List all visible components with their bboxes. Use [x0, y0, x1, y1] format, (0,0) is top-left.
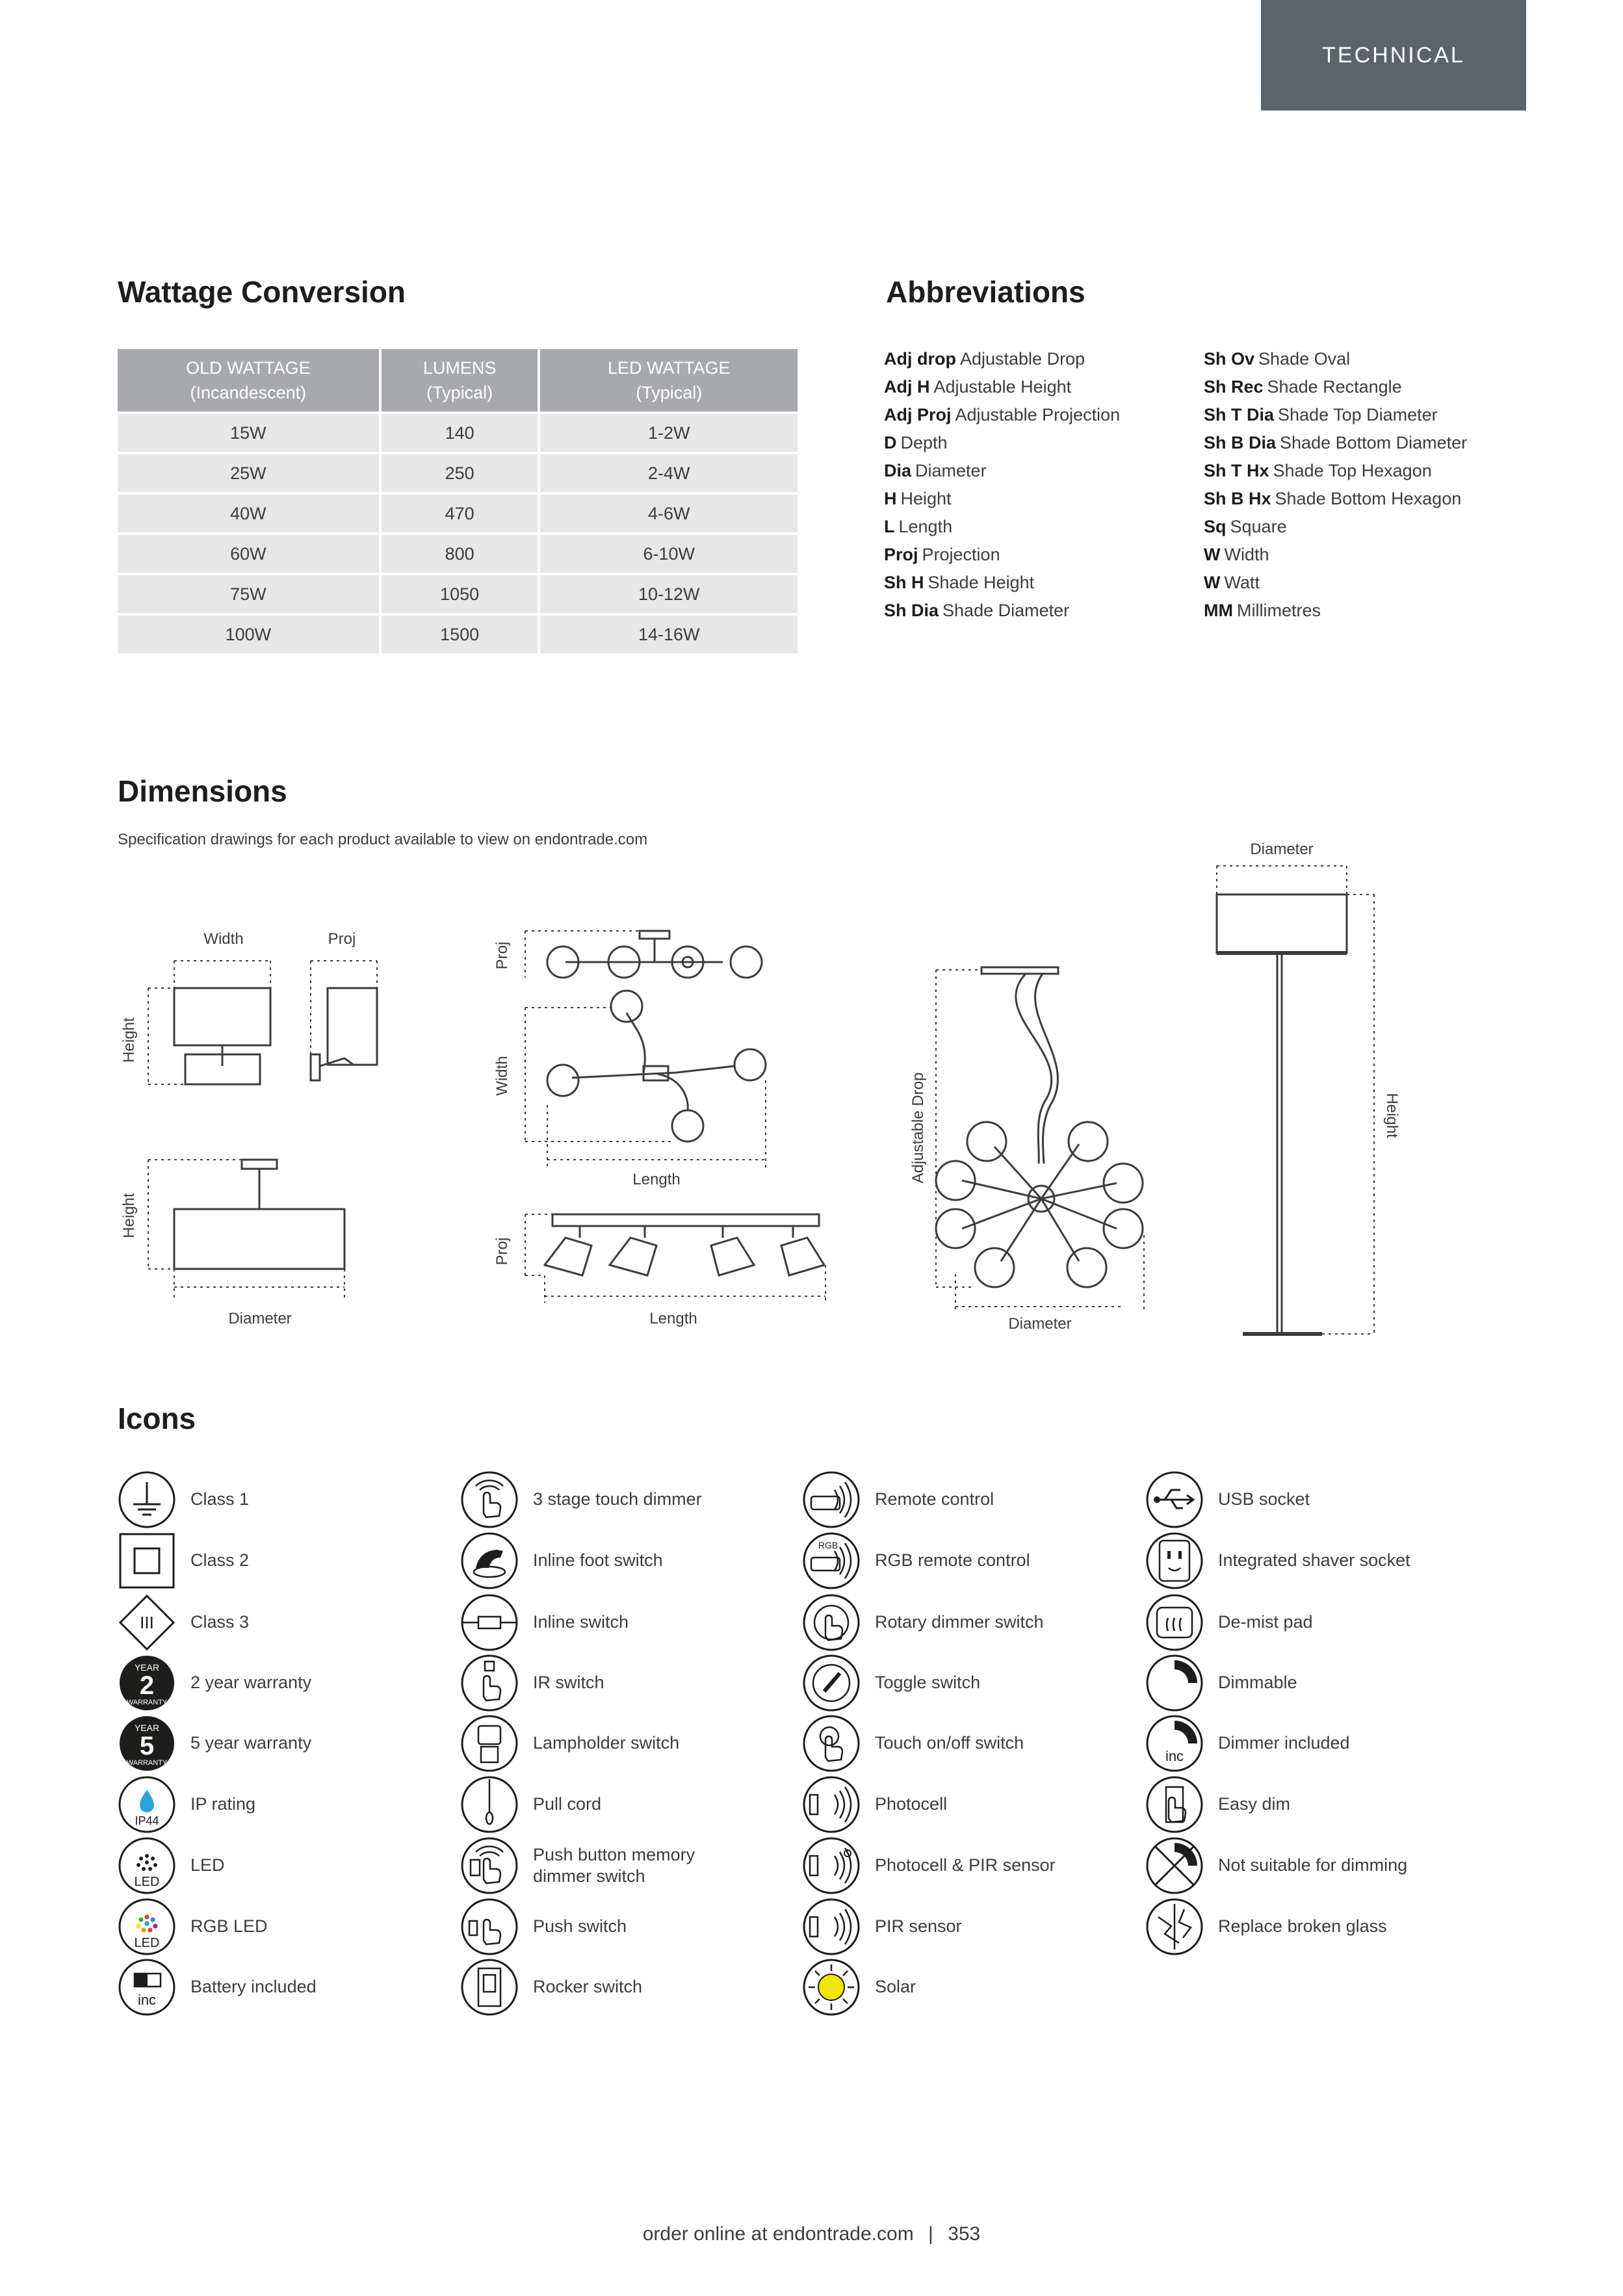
- photocell-icon: [802, 1775, 861, 1834]
- table-cell: 25W: [118, 453, 380, 493]
- label-height: Height: [120, 1193, 138, 1238]
- label-proj: Proj: [328, 930, 356, 948]
- rgb-remote-control-label: RGB remote control: [875, 1550, 1030, 1570]
- table-cell: 60W: [118, 534, 380, 574]
- 2-year-warranty-icon: [118, 1654, 176, 1712]
- linear-globe-drawing: [525, 931, 762, 978]
- push-button-memory-dimmer-switch-label: Push button memory dimmer switch: [533, 1845, 695, 1886]
- class-2-icon: [118, 1532, 176, 1590]
- label-length: Length: [649, 1310, 697, 1327]
- dimmable-icon: [1145, 1654, 1204, 1712]
- pull-cord-icon: [460, 1775, 519, 1834]
- spotlight-bar-drawing: [525, 1214, 825, 1303]
- label-diameter: Diameter: [228, 1310, 292, 1327]
- rgb-led-label: RGB LED: [190, 1916, 268, 1936]
- touch-on-off-switch-label: Touch on/off switch: [875, 1733, 1024, 1753]
- page-footer: order online at endontrade.com | 353: [642, 2223, 981, 2245]
- svg-text:2: 2: [139, 1671, 155, 1700]
- 3-stage-touch-dimmer-label: 3 stage touch dimmer: [533, 1489, 702, 1509]
- not-suitable-for-dimming-icon: [1145, 1836, 1204, 1895]
- abbreviation-meaning: Depth: [900, 433, 948, 452]
- class-1-icon: [118, 1470, 176, 1529]
- table-cell: 2-4W: [539, 453, 798, 493]
- abbreviation-key: Sh B Hx: [1204, 489, 1271, 508]
- dimmer-included-icon: [1145, 1714, 1204, 1773]
- rotary-dimmer-switch-icon: [802, 1593, 861, 1652]
- abbreviation-meaning: Shade Rectangle: [1267, 377, 1402, 397]
- replace-broken-glass-icon: [1145, 1898, 1204, 1956]
- abbreviation-meaning: Millimetres: [1236, 601, 1321, 620]
- abbreviation-key: Proj: [884, 545, 918, 564]
- pull-cord-label: Pull cord: [533, 1794, 602, 1814]
- abbreviation-meaning: Projection: [922, 545, 1000, 564]
- usb-socket-label: USB socket: [1218, 1489, 1310, 1509]
- inline-foot-switch-label: Inline foot switch: [533, 1550, 663, 1570]
- label-diameter: Diameter: [1008, 1315, 1072, 1333]
- table-cell: 1-2W: [539, 413, 798, 453]
- abbreviation-meaning: Square: [1230, 517, 1287, 536]
- abbreviation-meaning: Shade Top Diameter: [1278, 405, 1438, 424]
- photocell-pir-sensor-label: Photocell & PIR sensor: [875, 1855, 1056, 1875]
- abbreviation-meaning: Adjustable Drop: [959, 349, 1085, 369]
- table-cell: 140: [380, 413, 539, 453]
- label-adjustable-drop: Adjustable Drop: [909, 1072, 927, 1184]
- label-width: Width: [203, 930, 244, 948]
- abbreviation-meaning: Width: [1224, 545, 1269, 564]
- abbreviation-key: D: [884, 433, 897, 452]
- rocker-switch-icon: [460, 1958, 519, 2016]
- svg-text:inc: inc: [1165, 1748, 1184, 1764]
- abbreviation-meaning: Shade Top Hexagon: [1273, 461, 1432, 480]
- table-cell: 10-12W: [539, 574, 798, 614]
- wall-light-front-drawing: [148, 961, 270, 1084]
- abbreviation-key: MM: [1204, 601, 1233, 620]
- label-diameter: Diameter: [1250, 841, 1314, 858]
- label-proj: Proj: [493, 941, 511, 970]
- 3-stage-touch-dimmer-icon: [460, 1470, 519, 1529]
- solar-label: Solar: [875, 1977, 916, 1996]
- table-cell: 1050: [380, 574, 539, 614]
- de-mist-pad-icon: [1145, 1593, 1204, 1652]
- branch-globe-drawing: [525, 991, 766, 1169]
- svg-text:RGB: RGB: [818, 1540, 838, 1550]
- abbreviation-meaning: Height: [900, 489, 952, 508]
- svg-text:inc: inc: [137, 1992, 157, 2008]
- inline-switch-icon: [460, 1593, 519, 1652]
- label-height: Height: [120, 1017, 138, 1063]
- table-cell: 800: [380, 534, 539, 574]
- section-tab: TECHNICAL: [1261, 0, 1526, 111]
- usb-socket-icon: [1145, 1470, 1204, 1529]
- abbreviation-key: Adj H: [884, 377, 930, 397]
- class-3-icon: [118, 1593, 176, 1652]
- pendant-drum-drawing: [148, 1160, 344, 1298]
- abbreviation-key: Sh B Dia: [1204, 433, 1277, 452]
- abbreviation-key: Sq: [1204, 517, 1227, 536]
- abbreviation-meaning: Length: [898, 517, 953, 536]
- table-cell: 100W: [118, 614, 380, 653]
- abbreviation-meaning: Adjustable Height: [933, 377, 1072, 397]
- svg-text:LED: LED: [134, 1875, 160, 1889]
- 5-year-warranty-icon: [118, 1714, 176, 1773]
- abbreviation-key: Dia: [884, 461, 912, 480]
- dimensions-title: Dimensions: [118, 774, 287, 808]
- easy-dim-icon: [1145, 1775, 1204, 1834]
- integrated-shaver-socket-label: Integrated shaver socket: [1218, 1550, 1410, 1570]
- table-cell: 4-6W: [539, 493, 798, 534]
- ip-rating-icon: [118, 1775, 176, 1834]
- rocker-switch-label: Rocker switch: [533, 1977, 643, 1996]
- svg-text:IP44: IP44: [135, 1814, 159, 1827]
- svg-text:WARRANTY: WARRANTY: [126, 1699, 168, 1706]
- footer-text: order online at endontrade.com: [642, 2223, 914, 2245]
- table-cell: 6-10W: [539, 534, 798, 574]
- abbreviation-meaning: Adjustable Projection: [955, 405, 1121, 424]
- abbreviation-key: W: [1204, 545, 1221, 564]
- class-1-label: Class 1: [190, 1489, 250, 1509]
- dimmer-included-label: Dimmer included: [1218, 1733, 1350, 1753]
- label-proj: Proj: [493, 1237, 511, 1266]
- battery-included-label: Battery included: [190, 1977, 317, 1996]
- abbreviation-meaning: Shade Diameter: [942, 601, 1070, 620]
- table-cell: 40W: [118, 493, 380, 534]
- abbreviation-key: Adj Proj: [884, 405, 952, 424]
- pir-sensor-label: PIR sensor: [875, 1916, 962, 1936]
- svg-text:LED: LED: [134, 1936, 160, 1950]
- push-button-memory-dimmer-switch-icon: [460, 1836, 519, 1895]
- toggle-switch-label: Toggle switch: [875, 1673, 981, 1692]
- rgb-remote-control-icon: [802, 1532, 861, 1590]
- table-cell: 470: [380, 493, 539, 534]
- 5-year-warranty-label: 5 year warranty: [190, 1733, 312, 1753]
- abbreviation-key: Sh Dia: [884, 601, 939, 620]
- abbreviation-meaning: Watt: [1224, 573, 1260, 592]
- label-height: Height: [1383, 1093, 1401, 1138]
- solar-icon: [802, 1958, 861, 2016]
- de-mist-pad-label: De-mist pad: [1218, 1612, 1313, 1632]
- abbreviation-key: Sh T Dia: [1204, 405, 1275, 424]
- dimmable-label: Dimmable: [1218, 1673, 1297, 1692]
- easy-dim-label: Easy dim: [1218, 1794, 1291, 1814]
- class-3-label: Class 3: [190, 1612, 250, 1632]
- touch-on-off-switch-icon: [802, 1714, 861, 1773]
- led-label: LED: [190, 1855, 225, 1875]
- rotary-dimmer-switch-label: Rotary dimmer switch: [875, 1612, 1044, 1632]
- ir-switch-icon: [460, 1654, 519, 1712]
- 2-year-warranty-label: 2 year warranty: [190, 1673, 312, 1692]
- push-switch-icon: [460, 1898, 519, 1956]
- remote-control-label: Remote control: [875, 1489, 994, 1509]
- abbreviation-meaning: Shade Oval: [1258, 349, 1351, 369]
- wall-light-side-drawing: [311, 961, 377, 1080]
- rgb-led-icon: [118, 1898, 176, 1956]
- label-width: Width: [493, 1056, 511, 1096]
- led-icon: [118, 1836, 176, 1895]
- abbreviation-key: Sh H: [884, 573, 924, 592]
- col-header: LUMENS (Typical): [380, 349, 539, 413]
- abbreviation-key: W: [1204, 573, 1221, 592]
- table-cell: 15W: [118, 413, 380, 453]
- abbreviation-key: Sh Rec: [1204, 377, 1264, 397]
- col-header: LED WATTAGE (Typical): [539, 349, 798, 413]
- svg-text:YEAR: YEAR: [134, 1662, 160, 1673]
- floor-lamp-drawing: [1217, 866, 1374, 1334]
- abbreviation-key: H: [884, 489, 897, 508]
- remote-control-icon: [802, 1470, 861, 1529]
- abbreviation-key: L: [884, 517, 895, 536]
- replace-broken-glass-label: Replace broken glass: [1218, 1916, 1387, 1936]
- toggle-switch-icon: [802, 1654, 861, 1712]
- inline-foot-switch-icon: [460, 1532, 519, 1590]
- abbreviation-key: Sh Ov: [1204, 349, 1255, 369]
- lampholder-switch-label: Lampholder switch: [533, 1733, 680, 1753]
- photocell-label: Photocell: [875, 1794, 948, 1814]
- svg-text:III: III: [140, 1613, 154, 1632]
- table-cell: 250: [380, 453, 539, 493]
- inline-switch-label: Inline switch: [533, 1612, 629, 1632]
- abbreviation-key: Sh T Hx: [1204, 461, 1269, 480]
- table-cell: 75W: [118, 574, 380, 614]
- push-switch-label: Push switch: [533, 1916, 627, 1936]
- wattage-title: Wattage Conversion: [118, 275, 406, 309]
- table-cell: 1500: [380, 614, 539, 653]
- abbreviation-key: Adj drop: [884, 349, 956, 369]
- battery-included-icon: [118, 1958, 176, 2016]
- svg-text:5: 5: [139, 1732, 155, 1760]
- abbreviations-title: Abbreviations: [886, 275, 1085, 309]
- abbreviation-meaning: Diameter: [915, 461, 987, 480]
- icons-title: Icons: [118, 1402, 196, 1435]
- svg-text:YEAR: YEAR: [134, 1723, 160, 1733]
- abbreviation-meaning: Shade Bottom Hexagon: [1275, 489, 1462, 508]
- integrated-shaver-socket-icon: [1145, 1532, 1204, 1590]
- sputnik-pendant-drawing: [936, 967, 1144, 1313]
- label-length: Length: [632, 1171, 681, 1188]
- page-number: 353: [948, 2223, 981, 2245]
- class-2-label: Class 2: [190, 1550, 250, 1570]
- col-header: OLD WATTAGE (Incandescent): [118, 349, 380, 413]
- svg-text:WARRANTY: WARRANTY: [126, 1759, 168, 1767]
- ip-rating-label: IP rating: [190, 1794, 256, 1814]
- not-suitable-for-dimming-label: Not suitable for dimming: [1218, 1855, 1408, 1875]
- abbreviation-meaning: Shade Height: [928, 573, 1035, 592]
- photocell-pir-sensor-icon: [802, 1836, 861, 1895]
- ir-switch-label: IR switch: [533, 1673, 604, 1692]
- table-cell: 14-16W: [539, 614, 798, 653]
- dimensions-subtitle: Specification drawings for each product available to view on endontrade.com: [118, 831, 648, 848]
- lampholder-switch-icon: [460, 1714, 519, 1773]
- abbreviation-meaning: Shade Bottom Diameter: [1280, 433, 1468, 452]
- pir-sensor-icon: [802, 1898, 861, 1956]
